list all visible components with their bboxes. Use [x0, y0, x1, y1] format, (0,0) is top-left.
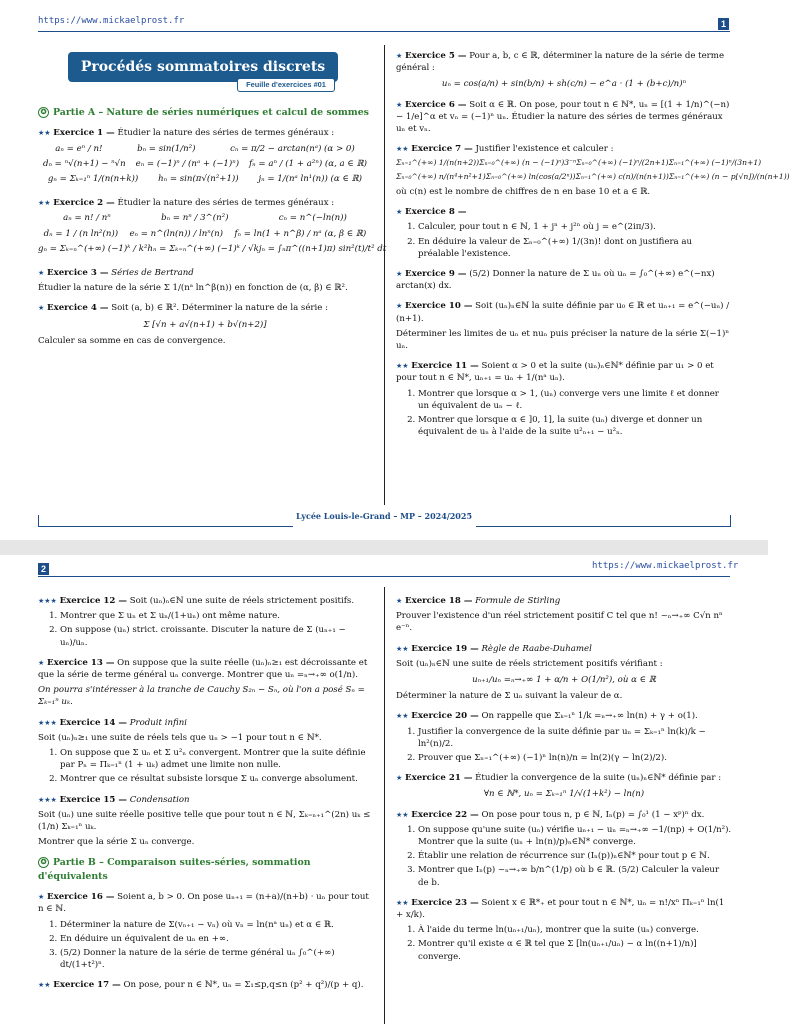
exercise-2: ★★ Exercice 2 — Étudier la nature des séries de termes généraux : aₙ = n! / nⁿ bₙ = nⁿ / 3^(n²) cₙ = n^(−ln(n)) dₙ = 1 / (n ln²(n)) eₙ = n^(ln(n)) / lnⁿ(n) fₙ = ln(1 + n^β) / nᵃ (α, β ∈ ℝ) gₙ = Σₖ₌ₙ^(+∞) (−1)ᵏ / k² hₙ = Σₖ₌ₙ^(+∞) (−1)ᵏ / √k jₙ = ∫ₙπ^((n+1)π) sin²(t)/t² dt	[38, 198, 387, 254]
page-number: 1	[718, 18, 729, 30]
header-url[interactable]: https://www.mickaelprost.fr	[592, 561, 739, 571]
puzzle-icon: ✪	[38, 107, 49, 118]
footer-bracket-right	[476, 515, 731, 527]
exercise-10: ★ Exercice 10 — Soit (uₙ)ₙ∈ℕ la suite définie par u₀ ∈ ℝ et uₙ₊₁ = e^(−uₙ) / (n+1). Déterminer les limites de uₙ et nuₙ puis préciser la nature de la série Σ(−1)ⁿ uₙ.	[396, 301, 730, 352]
sheet-subtitle: Feuille d'exercices #01	[237, 78, 335, 92]
exercise-15: ★★★ Exercice 15 — Condensation Soit (uₙ) une suite réelle positive telle que pour tout n ∈ ℕ, Σₖ₌ₙ₊₁^(2n) uₖ ≤ (1/n) Σₖ₌₁ⁿ uₖ. Montrer que la série Σ uₙ converge.	[38, 794, 371, 848]
part-a-heading: ✪ Partie A – Nature de séries numériques et calcul de sommes	[38, 106, 372, 119]
exercise-22: ★★ Exercice 22 — On pose pour tous n, p ∈ ℕ, Iₙ(p) = ∫₀¹ (1 − xᵖ)ⁿ dx. 1. On suppose qu'une suite (uₙ) vérifie uₙ₊₁ − uₙ =ₙ→₊∞ −1/(np) + O(1/n²). Montrer que la suite (uₙ + ln(n)/p)ₙ∈ℕ* converge. 2. Établir une relation de récurrence sur (Iₙ(p))ₙ∈ℕ* pour tout p ∈ ℕ. 3. Montrer que Iₙ(p) ~ₙ→₊∞ b/n^(1/p) où b ∈ ℝ. (5/2) Calculer la valeur de b.	[396, 809, 732, 889]
footer-bracket-left	[38, 515, 293, 527]
sheet-title: Procédés sommatoires discrets	[68, 52, 338, 82]
exercise-1: ★★ Exercice 1 — Étudier la nature des séries de termes généraux : aₙ = eⁿ / n! bₙ = sin(1/n²) cₙ = π/2 − arctan(nᵃ) (α > 0) dₙ = ⁿ√(n+1) − ⁿ√n eₙ = (−1)ⁿ / (nᵃ + (−1)ⁿ) fₙ = aⁿ / (1 + a²ⁿ) (α, a ∈ ℝ) gₙ = Σₖ₌₁ⁿ 1/(n(n+k)) hₙ = sin(π√(n²+1)) jₙ = 1/(nᵃ ln¹(n)) (α ∈ ℝ)	[38, 128, 367, 184]
exercise-3: ★ Exercice 3 — Séries de Bertrand Étudier la nature de la série Σ 1/(nᵃ ln^β(n)) en fonction de (α, β) ∈ ℝ².	[38, 267, 348, 294]
footer: Lycée Louis-le-Grand – MP – 2024/2025	[295, 511, 473, 521]
exercise-4: ★ Exercice 4 — Soit (a, b) ∈ ℝ². Déterminer la nature de la série : Σ [√n + a√(n+1) + b√(n+2)] Calculer sa somme en cas de convergence.	[38, 303, 328, 346]
exercise-7: ★★ Exercice 7 — Justifier l'existence et calculer : Σₙ₌₁^(+∞) 1/(n(n+2)) Σₙ₌₀^(+∞) (n − (−1)ⁿ)3⁻ⁿ Σₙ₌₀^(+∞) (−1)ⁿ/(2n+1) Σₙ₌₁^(+∞) (−1)ⁿ/(3n+1) Σₙ₌₀^(+∞) n/(n⁴+n²+1) Σₙ₌₀^(+∞) ln(cos(a/2ⁿ)) Σₙ₌₁^(+∞) c(n)/(n(n+1)) Σₙ₌₁^(+∞) (n − p⌊√n⌋)/(n(n+1)) où c(n) est le nombre de chiffres de n en base 10 et a ∈ ℝ.	[396, 144, 790, 197]
left-column-p2	[38, 595, 372, 1000]
exercise-8: ★ Exercice 8 — 1. Calculer, pour tout n ∈ ℕ, 1 + jⁿ + j²ⁿ où j = e^(2iπ/3). 2. En déduire la valeur de Σₙ₌₀^(+∞) 1/(3n)! dont on justifiera au préalable l'existence.	[396, 206, 732, 260]
exercise-18: ★ Exercice 18 — Formule de Stirling Prouver l'existence d'un réel strictement positif C tel que n! ~ₙ→₊∞ C√n nⁿ e⁻ⁿ.	[396, 596, 723, 634]
exercise-20: ★★ Exercice 20 — On rappelle que Σₖ₌₁ⁿ 1/k =ₙ→₊∞ ln(n) + γ + o(1). 1. Justifier la convergence de la suite définie par uₙ = Σₖ₌₁ⁿ ln(k)/k − ln²(n)/2. 2. Prouver que Σₙ₌₁^(+∞) (−1)ⁿ ln(n)/n = ln(2)(γ − ln(2)/2).	[396, 710, 732, 764]
exercise-17: ★★ Exercice 17 — On pose, pour n ∈ ℕ*, uₙ = Σ₁≤p,q≤n (p² + q²)/(p + q).	[38, 980, 364, 991]
column-divider	[384, 587, 385, 1024]
page-separator	[0, 540, 768, 555]
exercise-14: ★★★ Exercice 14 — Produit infini Soit (uₙ)ₙ≥₁ une suite de réels tels que uₙ > −1 pour tout n ∈ ℕ*. 1. On suppose que Σ uₙ et Σ u²ₙ convergent. Montrer que la suite définie par Pₙ = Πₖ₌₁ⁿ (1 + uₖ) admet une limite non nulle. 2. Montrer que ce résultat subsiste lorsque Σ uₙ converge absolument.	[38, 717, 372, 786]
header-rule	[38, 576, 730, 577]
left-column-p1	[38, 100, 387, 355]
page-number: 2	[38, 563, 49, 575]
exercise-11: ★★ Exercice 11 — Soient α > 0 et la suite (uₙ)ₙ∈ℕ* définie par u₁ > 0 et pour tout n ∈ ℕ*, uₙ₊₁ = uₙ + 1/(nᵃ uₙ). 1. Montrer que lorsque α > 1, (uₙ) converge vers une limite ℓ et donner un équivalent de uₙ − ℓ. 2. Montrer que lorsque α ∈ ]0, 1], la suite (uₙ) diverge et donner un équivalent de uₙ à l'aide de la suite u²ₙ₊₁ − u²ₙ.	[396, 360, 732, 438]
column-divider	[384, 45, 385, 505]
exercise-5: ★ Exercice 5 — Pour a, b, c ∈ ℝ, déterminer la nature de la série de terme général : uₙ = cos(a/n) + sin(b/n) + sh(c/n) − e^a · (1 + (b+c)/n)ⁿ	[396, 51, 725, 90]
exercise-13: ★ Exercice 13 — On suppose que la suite réelle (uₙ)ₙ≥₁ est décroissante et que la série de terme général uₙ converge. Montrer que uₙ =ₙ→₊∞ o(1/n). On pourra s'intéresser à la tranche de Cauchy S₂ₙ − Sₙ, où l'on a posé Sₙ = Σₖ₌₁ⁿ uₖ.	[38, 657, 368, 708]
exercise-19: ★★ Exercice 19 — Règle de Raabe-Duhamel Soit (uₙ)ₙ∈ℕ une suite de réels strictement positifs vérifiant : uₙ₊₁/uₙ =ₙ→₊∞ 1 + α/n + O(1/n²), où α ∈ ℝ Déterminer la nature de Σ uₙ suivant la valeur de α.	[396, 643, 663, 702]
puzzle-icon: ✪	[38, 857, 49, 868]
header-url[interactable]: https://www.mickaelprost.fr	[38, 16, 185, 26]
exercise-21: ★ Exercice 21 — Étudier la convergence de la suite (uₙ)ₙ∈ℕ* définie par : ∀n ∈ ℕ*, uₙ = Σₖ₌₁ⁿ 1/√(1+k²) − ln(n)	[396, 773, 722, 800]
exercise-23: ★★ Exercice 23 — Soient x ∈ ℝ*₊ et pour tout n ∈ ℕ*, uₙ = n!/xⁿ Πₖ₌₁ⁿ ln(1 + x/k). 1. À l'aide du terme ln(uₙ₊₁/uₙ), montrer que la suite (uₙ) converge. 2. Montrer qu'il existe α ∈ ℝ tel que Σ [ln(uₙ₊₁/uₙ) − α ln((n+1)/n)] converge.	[396, 897, 732, 963]
part-b-heading: ✪ Partie B – Comparaison suites-séries, sommation d'équivalents	[38, 857, 311, 882]
exercise-16: ★ Exercice 16 — Soient a, b > 0. On pose uₙ₊₁ = (n+a)/(n+b) · uₙ pour tout n ∈ ℕ. 1. Déterminer la nature de Σ(vₙ₊₁ − vₙ) où vₙ = ln(nᵃ uₙ) et α ∈ ℝ. 2. En déduire un équivalent de uₙ en +∞. 3. (5/2) Donner la nature de la série de terme général uₙ ∫₀^(+∞) dt/(1+t²)ⁿ.	[38, 891, 372, 971]
right-column-p2	[396, 595, 732, 971]
exercise-9: ★ Exercice 9 — (5/2) Donner la nature de Σ uₙ où uₙ = ∫₀^(+∞) e^(−nx) arctan(x) dx.	[396, 269, 715, 292]
header-rule	[38, 31, 730, 32]
page-2	[0, 555, 768, 1024]
exercise-12: ★★★ Exercice 12 — Soit (uₙ)ₙ∈ℕ une suite de réels strictement positifs. 1. Montrer que Σ uₙ et Σ uₙ/(1+uₙ) ont même nature. 2. On suppose (uₙ) strict. croissante. Discuter la nature de Σ (uₙ₊₁ − uₙ)/uₙ.	[38, 595, 372, 649]
exercise-6: ★ Exercice 6 — Soit α ∈ ℝ. On pose, pour tout n ∈ ℕ*, uₙ = [(1 + 1/n)^(−n) − 1/e]^α et vₙ = (−1)ⁿ uₙ. Étudier la nature des séries de termes généraux uₙ et vₙ.	[396, 99, 730, 135]
right-column-p1	[396, 50, 790, 446]
